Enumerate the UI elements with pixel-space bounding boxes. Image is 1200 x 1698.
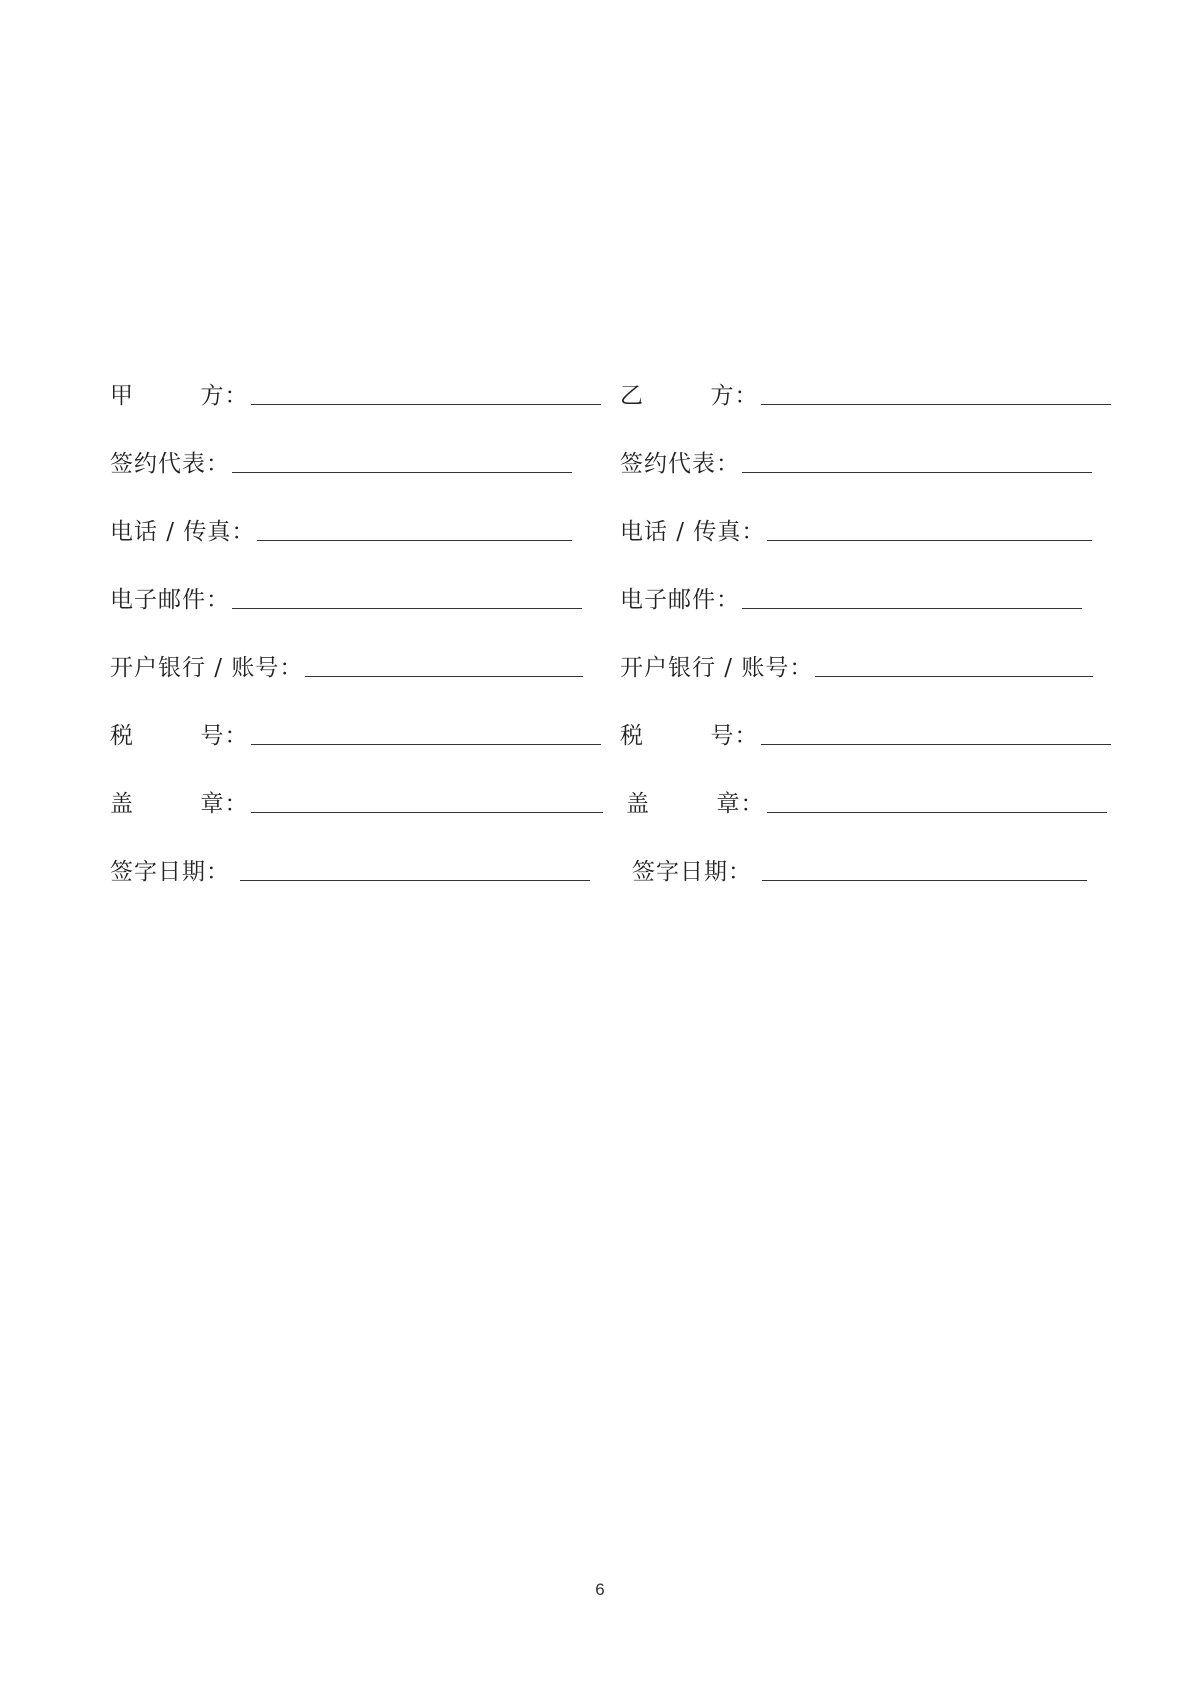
party-b-phone-fax-field: [600, 517, 1090, 549]
page-number: 6: [595, 1580, 605, 1599]
party-b-email-blank[interactable]: [742, 608, 1082, 609]
party-b-seal-label: 盖 章：: [626, 791, 765, 817]
party-b-phone-fax-blank[interactable]: [767, 540, 1092, 541]
party-name-row: [110, 345, 1090, 413]
party-a-name-label: 甲 方：: [110, 383, 249, 409]
party-a-phone-fax-blank[interactable]: [257, 540, 572, 541]
sign-date-row: [110, 821, 1090, 889]
party-b-bank-account-field: [600, 653, 1090, 685]
party-a-sign-date-field: [110, 857, 600, 889]
party-a-phone-fax-field: [110, 517, 600, 549]
party-b-sign-date-label: 签字日期：: [632, 859, 752, 885]
party-a-representative-blank[interactable]: [232, 472, 572, 473]
party-a-tax-id-field: [110, 721, 600, 753]
party-b-name-blank[interactable]: [761, 404, 1111, 405]
party-b-name-label: 乙 方：: [620, 383, 759, 409]
party-a-email-label: 电子邮件：: [110, 587, 230, 613]
representative-row: [110, 413, 1090, 481]
party-a-name-blank[interactable]: [251, 404, 601, 405]
party-a-phone-fax-label: 电话 / 传真：: [110, 519, 256, 545]
party-a-email-blank[interactable]: [232, 608, 582, 609]
party-a-seal-label: 盖 章：: [110, 791, 249, 817]
party-a-sign-date-label: 签字日期：: [110, 859, 230, 885]
signature-block: [110, 345, 1090, 889]
seal-row: [110, 753, 1090, 821]
party-b-bank-account-blank[interactable]: [815, 676, 1093, 677]
party-b-representative-field: [600, 449, 1090, 481]
party-a-tax-id-blank[interactable]: [251, 744, 601, 745]
phone-fax-row: [110, 481, 1090, 549]
party-a-representative-field: [110, 449, 600, 481]
party-b-tax-id-field: [600, 721, 1090, 753]
party-a-seal-field: [110, 789, 600, 821]
party-a-sign-date-blank[interactable]: [240, 880, 590, 881]
party-a-bank-account-field: [110, 653, 600, 685]
party-a-name-field: [110, 381, 600, 413]
party-b-representative-blank[interactable]: [742, 472, 1092, 473]
party-a-tax-id-label: 税 号：: [110, 723, 249, 749]
party-b-tax-id-blank[interactable]: [761, 744, 1111, 745]
party-b-tax-id-label: 税 号：: [620, 723, 759, 749]
party-b-name-field: [600, 381, 1090, 413]
party-b-sign-date-blank[interactable]: [762, 880, 1087, 881]
party-b-seal-field: [600, 789, 1090, 821]
party-b-sign-date-field: [600, 857, 1090, 889]
party-a-bank-account-blank[interactable]: [305, 676, 583, 677]
email-row: [110, 549, 1090, 617]
party-b-email-field: [600, 585, 1090, 617]
party-a-representative-label: 签约代表：: [110, 451, 230, 477]
party-a-bank-account-label: 开户银行 / 账号：: [110, 655, 304, 681]
party-b-seal-blank[interactable]: [767, 812, 1107, 813]
party-b-phone-fax-label: 电话 / 传真：: [620, 519, 766, 545]
party-b-bank-account-label: 开户银行 / 账号：: [620, 655, 814, 681]
party-b-email-label: 电子邮件：: [620, 587, 740, 613]
bank-account-row: [110, 617, 1090, 685]
tax-id-row: [110, 685, 1090, 753]
party-b-representative-label: 签约代表：: [620, 451, 740, 477]
party-a-seal-blank[interactable]: [251, 812, 603, 813]
party-a-email-field: [110, 585, 600, 617]
